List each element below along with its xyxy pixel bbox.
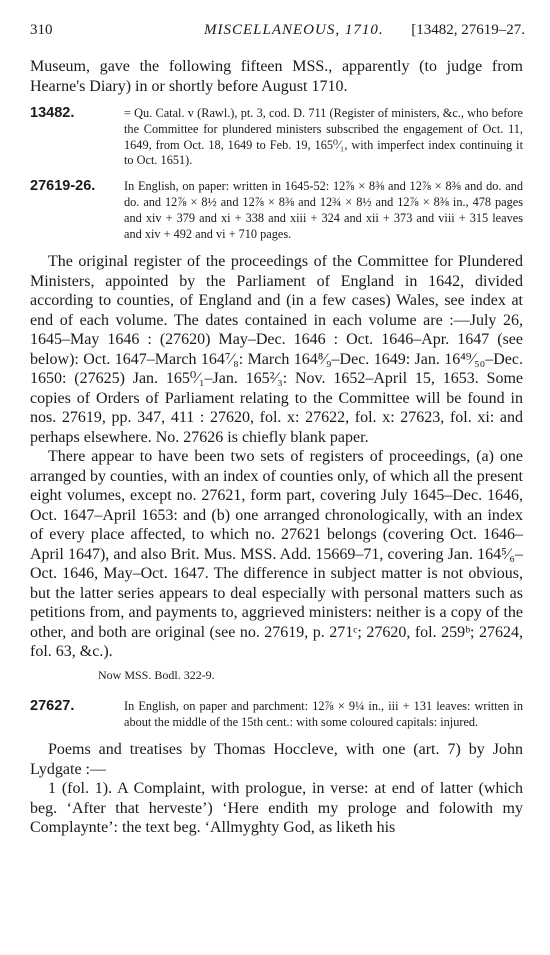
entry-number: 27627. [30, 697, 75, 714]
catalogue-entry [30, 699, 523, 731]
body-paragraph: There appear to have been two sets of registers of proceedings, (a) one arranged by counties, with an index of counties only, of which all the present eight volumes, except no. 27621, form part, covering July 1645–Dec. 1646, Oct. 1647–April 1653: and (b) one arranged chronologically, with an index of every place affected, to which no. 27621 belongs (covering Oct. 1646–April 1647), and also Brit. Mus. MSS. Add. 15669–71, covering Jan. 164⁵⁄₆–Oct. 1646, May–Oct. 1647. The difference in subject matter is not obvious, but the latter series appears to deal especially with personal matters such as petitions from, and payments to, aggrieved ministers: neither is a copy of the other, and both are original (see no. 27619, p. 271ᶜ; 27620, fol. 259ᵇ; 27624, fol. 63, &c.). [30, 448, 523, 661]
body-paragraph: The original register of the proceedings of the Committee for Plundered Ministers, appointed by the Parliament of England in 1642, divided according to counties, of England and (in a few cases) Wales, see index at end of each volume. The dates contained in each volume are :—July 26, 1645–May 1646 : (27620) May–Dec. 1646 : Oct. 1646–Apr. 1647 (see below): Oct. 1647–March 164⁷⁄₈: March 164⁸⁄₉–Dec. 1649: Jan. 16⁴⁹⁄₅₀–Dec. 1650: (27625) Jan. 165⁰⁄₁–Jan. 165²⁄₃: Nov. 1652–April 15, 1653. Some copies of Orders of Parliament relating to the Committee will be found in nos. 27619, pp. 347, 411 : 27620, fol. x: 27622, fol. x: 27623, fol. xi: and perhaps elsewhere. No. 27626 is chiefly blank paper. [30, 253, 523, 446]
page-body [30, 57, 523, 838]
page-number: 310 [30, 22, 53, 38]
intro-paragraph: Museum, gave the following fifteen MSS., apparently (to judge from Hearne's Diary) in or shortly before August 1710. [30, 58, 523, 95]
contents-item: 1 (fol. 1). A Complaint, with prologue, in verse: at end of latter (which beg. ‘After that herveste’) ‘Here endith my prologe and folowith my Complaynte’: the text beg. ‘Allmyghty God, as liketh his [30, 780, 523, 837]
running-header [30, 22, 525, 44]
entry-number: 27619-26. [30, 178, 96, 195]
entry-description: In English, on paper: written in 1645-52: 12⅞ × 8⅜ and 12⅞ × 8⅜ and do. and do. and 12⅞ × 8½ and 12⅞ × 8⅜ and 12¾ × 8½ and 12⅞ × 8⅜ in., 478 pages and xiv + 379 and xi + 338 and xiii + 324 and xii + 373 and viii + 315 leaves and xiv + 492 and vi + 710 pages. [124, 179, 523, 241]
entry-number: 13482. [30, 105, 75, 121]
catalogue-entry [30, 179, 523, 242]
entry-description: In English, on paper and parchment: 12⅞ × 9¼ in., iii + 131 leaves: written in about the middle of the 15th cent.: with some coloured capitals: injured. [124, 698, 523, 729]
current-shelfmark: Now MSS. Bodl. 322-9. [98, 667, 215, 682]
contents-intro: Poems and treatises by Thomas Hoccleve, with one (art. 7) by John Lydgate :— [30, 741, 523, 778]
shelfmark-range: [13482, 27619–27. [411, 22, 525, 38]
running-title: MISCELLANEOUS, 1710. [204, 22, 384, 38]
catalogue-entry [30, 106, 523, 169]
entry-description: = Qu. Catal. v (Rawl.), pt. 3, cod. D. 711 (Register of ministers, &c., who before the Committee for plundered ministers subscribed the engagement of Oct. 11, 1649, from Oct. 18, 1649 to Feb. 19, 165⁰⁄₁, with imperfect index continuing it to Oct. 1651). [124, 106, 523, 168]
